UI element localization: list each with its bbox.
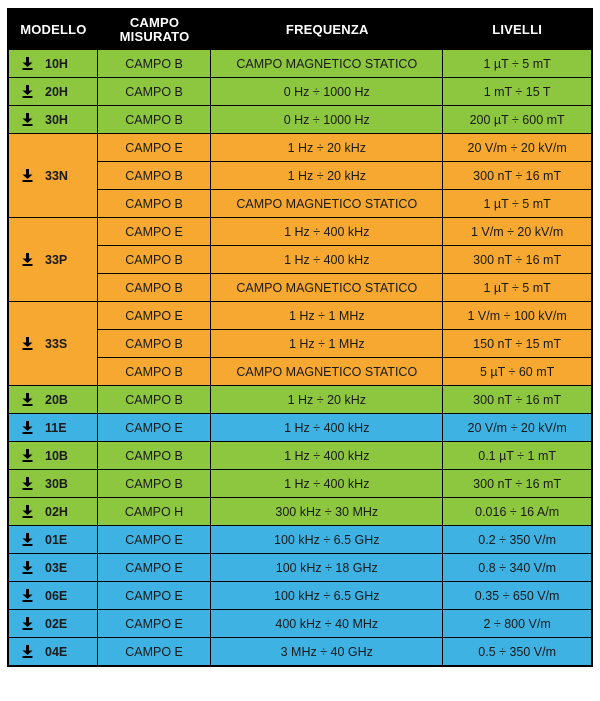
level-cell: 200 µT ÷ 600 mT — [443, 106, 591, 134]
level-cell: 300 nT ÷ 16 mT — [443, 246, 591, 274]
level-cell: 2 ÷ 800 V/m — [443, 610, 591, 638]
model-label: 01E — [45, 532, 68, 547]
table-row — [9, 50, 591, 78]
frequency-cell: 1 Hz ÷ 1 MHz — [211, 302, 443, 330]
model-label: 11E — [45, 420, 67, 435]
frequency-cell: 1 Hz ÷ 400 kHz — [211, 246, 443, 274]
table-row — [9, 302, 591, 330]
model-cell[interactable] — [9, 554, 98, 582]
frequency-cell: 300 kHz ÷ 30 MHz — [211, 498, 443, 526]
download-icon[interactable] — [22, 533, 33, 546]
level-cell: 20 V/m ÷ 20 kV/m — [443, 414, 591, 442]
table-row — [9, 526, 591, 554]
download-icon[interactable] — [22, 421, 33, 434]
model-cell[interactable] — [9, 218, 98, 302]
header-field-label: CAMPO MISURATO — [119, 15, 190, 44]
field-cell: CAMPO B — [98, 78, 212, 106]
table-row — [9, 218, 591, 246]
model-cell[interactable] — [9, 106, 98, 134]
table-row — [9, 582, 591, 610]
model-cell[interactable] — [9, 470, 98, 498]
level-cell: 150 nT ÷ 15 mT — [443, 330, 591, 358]
level-cell: 300 nT ÷ 16 mT — [443, 162, 591, 190]
model-cell[interactable] — [9, 386, 98, 414]
header-row — [9, 10, 591, 50]
field-cell: CAMPO E — [98, 638, 212, 665]
level-cell: 0.8 ÷ 340 V/m — [443, 554, 591, 582]
download-icon[interactable] — [22, 85, 33, 98]
frequency-cell: 1 Hz ÷ 400 kHz — [211, 442, 443, 470]
download-icon[interactable] — [22, 505, 33, 518]
download-icon[interactable] — [22, 113, 33, 126]
model-label: 33N — [45, 168, 68, 183]
frequency-cell: 3 MHz ÷ 40 GHz — [211, 638, 443, 665]
frequency-cell: 100 kHz ÷ 6.5 GHz — [211, 582, 443, 610]
model-label: 33P — [45, 252, 68, 267]
field-cell: CAMPO B — [98, 190, 212, 218]
table-header — [9, 10, 591, 50]
field-cell: CAMPO B — [98, 358, 212, 386]
model-cell[interactable] — [9, 638, 98, 665]
field-cell: CAMPO B — [98, 386, 212, 414]
model-label: 33S — [45, 336, 68, 351]
download-icon[interactable] — [22, 589, 33, 602]
download-icon[interactable] — [22, 645, 33, 658]
level-cell: 1 µT ÷ 5 mT — [443, 190, 591, 218]
level-cell: 0.5 ÷ 350 V/m — [478, 644, 556, 659]
header-field — [98, 10, 212, 50]
header-levels: LIVELLI — [443, 10, 591, 50]
model-label: 30H — [45, 112, 68, 127]
download-icon[interactable] — [22, 57, 33, 70]
frequency-cell: 1 Hz ÷ 20 kHz — [211, 386, 443, 414]
download-icon[interactable] — [22, 169, 33, 182]
field-cell: CAMPO B — [98, 162, 212, 190]
field-cell: CAMPO H — [98, 498, 212, 526]
model-label: 02H — [45, 504, 68, 519]
model-cell[interactable] — [9, 582, 98, 610]
table-body — [9, 50, 591, 665]
level-cell: 1 V/m ÷ 100 kV/m — [443, 302, 591, 330]
field-cell: CAMPO B — [98, 330, 212, 358]
model-cell[interactable] — [9, 526, 98, 554]
frequency-cell: 100 kHz ÷ 6.5 GHz — [211, 526, 443, 554]
model-label: 20H — [45, 84, 68, 99]
level-cell: 0.1 µT ÷ 1 mT — [443, 442, 591, 470]
model-cell[interactable] — [9, 302, 98, 386]
table-row — [9, 78, 591, 106]
table-row — [9, 386, 591, 414]
table-row — [9, 498, 591, 526]
level-cell: 300 nT ÷ 16 mT — [443, 386, 591, 414]
model-label: 03E — [45, 560, 68, 575]
table-row — [9, 134, 591, 162]
frequency-cell: 1 Hz ÷ 20 kHz — [211, 134, 443, 162]
field-cell: CAMPO E — [98, 302, 212, 330]
level-cell: 0.2 ÷ 350 V/m — [443, 526, 591, 554]
table-row — [9, 470, 591, 498]
frequency-cell: 1 Hz ÷ 400 kHz — [211, 414, 443, 442]
field-cell: CAMPO B — [98, 470, 212, 498]
model-label: 10H — [45, 56, 68, 71]
frequency-cell: CAMPO MAGNETICO STATICO — [211, 50, 443, 78]
download-icon[interactable] — [22, 617, 33, 630]
download-icon[interactable] — [22, 393, 33, 406]
download-icon[interactable] — [22, 449, 33, 462]
field-cell: CAMPO E — [98, 554, 212, 582]
level-cell: 1 µT ÷ 5 mT — [443, 274, 591, 302]
model-label: 02E — [45, 616, 68, 631]
frequency-cell: 1 Hz ÷ 20 kHz — [211, 162, 443, 190]
model-label: 30B — [45, 476, 68, 491]
frequency-cell: 0 Hz ÷ 1000 Hz — [211, 78, 443, 106]
level-cell: 1 V/m ÷ 20 kV/m — [443, 218, 591, 246]
table-row — [9, 106, 591, 134]
level-cell: 1 µT ÷ 5 mT — [443, 50, 591, 78]
model-cell[interactable] — [9, 498, 98, 526]
field-cell: CAMPO E — [98, 582, 212, 610]
model-cell[interactable] — [9, 610, 98, 638]
field-cell: CAMPO B — [98, 274, 212, 302]
field-cell: CAMPO B — [98, 106, 212, 134]
frequency-cell: CAMPO MAGNETICO STATICO — [211, 274, 443, 302]
level-cell: 0.016 ÷ 16 A/m — [443, 498, 591, 526]
frequency-cell: 1 Hz ÷ 400 kHz — [211, 470, 443, 498]
header-frequency: FREQUENZA — [211, 10, 443, 50]
table-row — [9, 554, 591, 582]
frequency-cell: CAMPO MAGNETICO STATICO — [211, 358, 443, 386]
download-icon[interactable] — [22, 337, 33, 350]
field-cell: CAMPO E — [98, 414, 212, 442]
field-cell: CAMPO E — [98, 610, 212, 638]
level-cell: 1 mT ÷ 15 T — [443, 78, 591, 106]
frequency-cell: CAMPO MAGNETICO STATICO — [211, 190, 443, 218]
probe-specs-table — [7, 8, 593, 667]
model-cell[interactable] — [9, 50, 98, 78]
table-row — [9, 442, 591, 470]
level-cell: 20 V/m ÷ 20 kV/m — [443, 134, 591, 162]
table-row — [9, 610, 591, 638]
level-cell: 0.35 ÷ 650 V/m — [443, 582, 591, 610]
field-cell: CAMPO B — [98, 246, 212, 274]
level-cell: 300 nT ÷ 16 mT — [443, 470, 591, 498]
model-label: 10B — [45, 448, 68, 463]
frequency-cell: 100 kHz ÷ 18 GHz — [211, 554, 443, 582]
model-label: 20B — [45, 392, 68, 407]
field-cell: CAMPO E — [98, 218, 212, 246]
table-row — [9, 638, 591, 665]
model-label: 04E — [45, 644, 68, 659]
model-cell[interactable] — [9, 442, 98, 470]
download-icon[interactable] — [22, 477, 33, 490]
frequency-cell: 400 kHz ÷ 40 MHz — [211, 610, 443, 638]
model-cell[interactable] — [9, 414, 98, 442]
table-row — [9, 414, 591, 442]
field-cell: CAMPO E — [98, 526, 212, 554]
frequency-cell: 1 Hz ÷ 400 kHz — [211, 218, 443, 246]
model-label: 06E — [45, 588, 68, 603]
level-cell: 5 µT ÷ 60 mT — [443, 358, 591, 386]
download-icon[interactable] — [22, 561, 33, 574]
download-icon[interactable] — [22, 253, 33, 266]
header-model: MODELLO — [9, 10, 98, 50]
frequency-cell: 0 Hz ÷ 1000 Hz — [211, 106, 443, 134]
model-cell[interactable] — [9, 134, 98, 218]
field-cell: CAMPO E — [98, 134, 212, 162]
field-cell: CAMPO B — [98, 442, 212, 470]
field-cell: CAMPO B — [98, 50, 212, 78]
frequency-cell: 1 Hz ÷ 1 MHz — [211, 330, 443, 358]
model-cell[interactable] — [9, 78, 98, 106]
